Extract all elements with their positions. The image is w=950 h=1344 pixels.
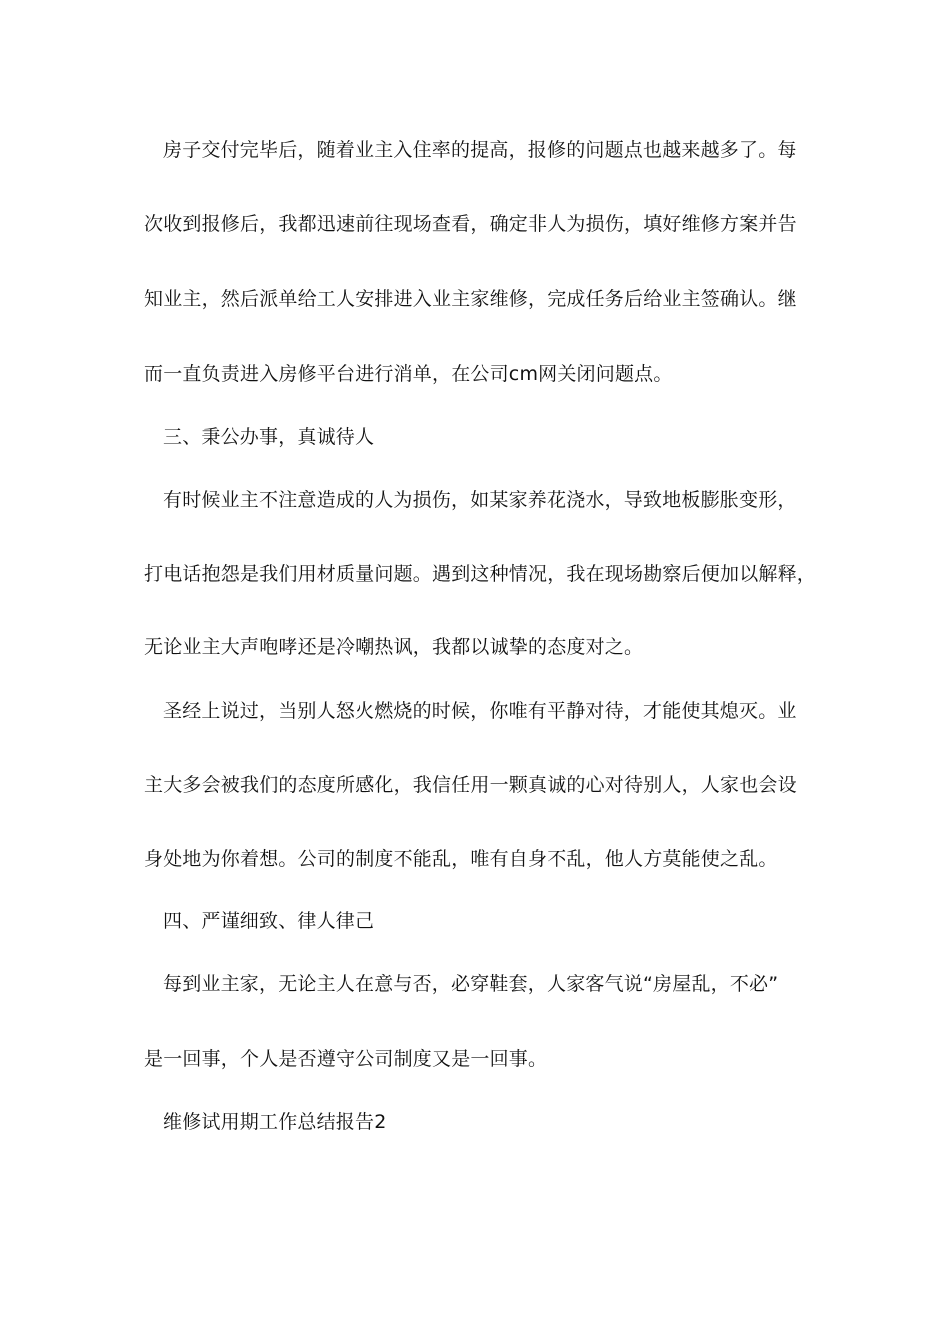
paragraph-line-9: 主大多会被我们的态度所感化，我信任用一颗真诚的心对待别人，人家也会设 — [144, 774, 797, 796]
paragraph-line-7: 无论业主大声咆哮还是冷嘲热讽，我都以诚挚的态度对之。 — [144, 636, 644, 658]
paragraph-line-11: 每到业主家，无论主人在意与否，必穿鞋套，人家客气说“房屋乱，不必” — [163, 973, 779, 995]
paragraph-line-2: 次收到报修后，我都迅速前往现场查看，确定非人为损伤，填好维修方案并告 — [144, 213, 797, 235]
paragraph-line-1: 房子交付完毕后，随着业主入住率的提高，报修的问题点也越来越多了。每 — [163, 139, 797, 161]
paragraph-line-6: 打电话抱怨是我们用材质量问题。遇到这种情况，我在现场勘察后便加以解释， — [144, 563, 817, 585]
paragraph-line-10: 身处地为你着想。公司的制度不能乱，唯有自身不乱，他人方莫能使之乱。 — [144, 848, 778, 870]
paragraph-line-3: 知业主，然后派单给工人安排进入业主家维修，完成任务后给业主签确认。继 — [144, 288, 797, 310]
section-heading-3: 三、秉公办事，真诚待人 — [163, 426, 375, 448]
paragraph-line-4: 而一直负责进入房修平台进行消单，在公司cm网关闭问题点。 — [144, 363, 673, 385]
section-heading-4: 四、严谨细致、律人律己 — [163, 910, 375, 932]
paragraph-line-12: 是一回事，个人是否遵守公司制度又是一回事。 — [144, 1048, 548, 1070]
paragraph-line-8: 圣经上说过，当别人怒火燃烧的时候，你唯有平静对待，才能使其熄灭。业 — [163, 700, 797, 722]
report-title-2: 维修试用期工作总结报告2 — [163, 1111, 387, 1133]
paragraph-line-5: 有时候业主不注意造成的人为损伤，如某家养花浇水，导致地板膨胀变形， — [163, 489, 797, 511]
